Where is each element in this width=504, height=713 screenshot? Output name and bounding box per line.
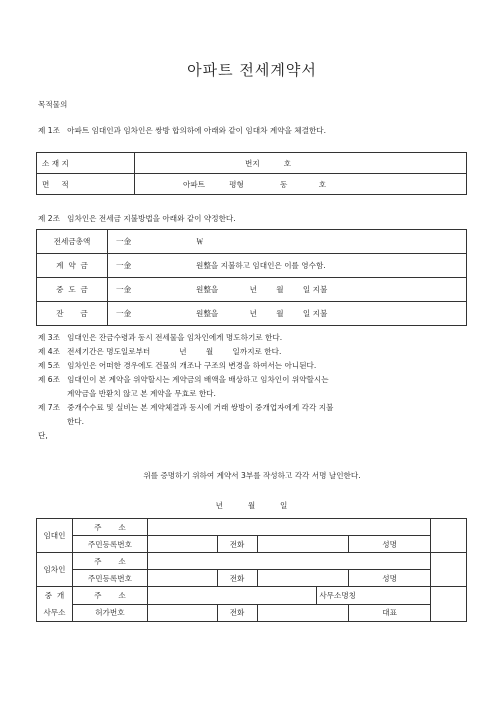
article-6: 제 6조 임대인이 본 계약을 위약할시는 계약금의 배액을 배상하고 임차인이 위약할시는 (38, 375, 329, 384)
agent-address-label: 주 소 (72, 587, 147, 605)
payment-label: 중 도 금 (37, 278, 108, 302)
articles-block (38, 331, 333, 443)
lessor-id-field[interactable] (147, 536, 217, 553)
article-7-cont: 한다. (38, 417, 85, 426)
payment-amount[interactable]: 一金 (108, 230, 197, 254)
article-7: 제 7조 중개수수료 및 실비는 본 계약체결과 동시에 거래 쌍방이 중개업자에게 각각 지불 (38, 403, 334, 412)
article-5: 제 5조 임차인은 어떠한 경우에도 건물의 개조나 구조의 변경을 하여서는 아니된다. (38, 361, 317, 370)
lessee-phone-label: 전화 (217, 570, 257, 587)
payment-extra: ￦ (196, 230, 467, 254)
location-value[interactable]: 번지 호 (135, 153, 467, 174)
payment-amount[interactable]: 一金 (108, 302, 197, 326)
location-label: 소 재 지 (37, 153, 135, 174)
agent-address-field[interactable] (147, 587, 316, 605)
license-field[interactable] (147, 604, 217, 622)
lessor-phone-label: 전화 (217, 536, 257, 553)
license-label: 허가번호 (72, 604, 147, 622)
lessee-name-label: 성명 (349, 570, 431, 587)
lessee-address-label: 주 소 (72, 553, 147, 570)
agent-label-line1: 중 개 (44, 591, 65, 600)
agent-seal[interactable] (431, 587, 467, 622)
office-name-label: 사무소명칭 (317, 587, 431, 605)
witness-statement: 위를 증명하기 위하여 계약서 3부를 작성하고 각각 서명 날인한다. (143, 471, 361, 480)
lessor-label: 임대인 (37, 519, 73, 553)
rep-label: 대표 (349, 604, 431, 622)
lessee-id-label: 주민등록번호 (72, 570, 147, 587)
lessor-id-label: 주민등록번호 (72, 536, 147, 553)
property-label: 목적물의 (38, 100, 68, 109)
article-2: 제 2조 임차인은 전세금 지불방법을 아래와 같이 약정한다. (38, 214, 236, 223)
contract-date[interactable]: 년 월 일 (215, 501, 289, 510)
proviso: 단, (38, 431, 48, 440)
article-3: 제 3조 임대인은 잔금수령과 동시 전세물을 임차인에게 명도하기로 한다. (38, 333, 283, 342)
lessor-phone-field[interactable] (257, 536, 349, 553)
lessor-address-field[interactable] (147, 519, 430, 536)
area-value[interactable]: 아파트 평형 동 호 (135, 174, 467, 195)
lessee-label: 임차인 (37, 553, 73, 587)
property-table (36, 152, 467, 195)
area-label: 면 적 (37, 174, 135, 195)
payment-label: 전세금총액 (37, 230, 108, 254)
payment-amount[interactable]: 一金 (108, 254, 197, 278)
agent-label (37, 587, 73, 622)
payment-amount[interactable]: 一金 (108, 278, 197, 302)
payment-extra: 원整을 년 월 일 지불 (196, 278, 467, 302)
article-1: 제 1조 아파트 임대인과 임차인은 쌍방 합의하에 아래와 같이 임대차 계약을 체결한다. (38, 126, 327, 135)
payment-table (36, 229, 467, 326)
lessee-phone-field[interactable] (257, 570, 349, 587)
lessor-name-label: 성명 (349, 536, 431, 553)
agent-label-line2: 사무소 (43, 608, 66, 617)
agent-phone-field[interactable] (257, 604, 349, 622)
lessee-seal[interactable] (431, 553, 467, 587)
lessor-address-label: 주 소 (72, 519, 147, 536)
page-title: 아파트 전세계약서 (187, 61, 317, 79)
lessor-seal[interactable] (431, 519, 467, 553)
agent-phone-label: 전화 (217, 604, 257, 622)
article-6-cont: 계약금을 반환치 않고 본 계약을 무효로 한다. (38, 389, 216, 398)
payment-extra: 원整을 지불하고 임대인은 이를 영수함. (196, 254, 467, 278)
lessee-address-field[interactable] (147, 553, 430, 570)
parties-table (36, 518, 467, 622)
payment-label: 잔 금 (37, 302, 108, 326)
lessee-id-field[interactable] (147, 570, 217, 587)
payment-label: 계 약 금 (37, 254, 108, 278)
article-4: 제 4조 전세기간은 명도일로부터 년 월 일까지로 한다. (38, 347, 282, 356)
payment-extra: 원整을 년 월 일 지불 (196, 302, 467, 326)
